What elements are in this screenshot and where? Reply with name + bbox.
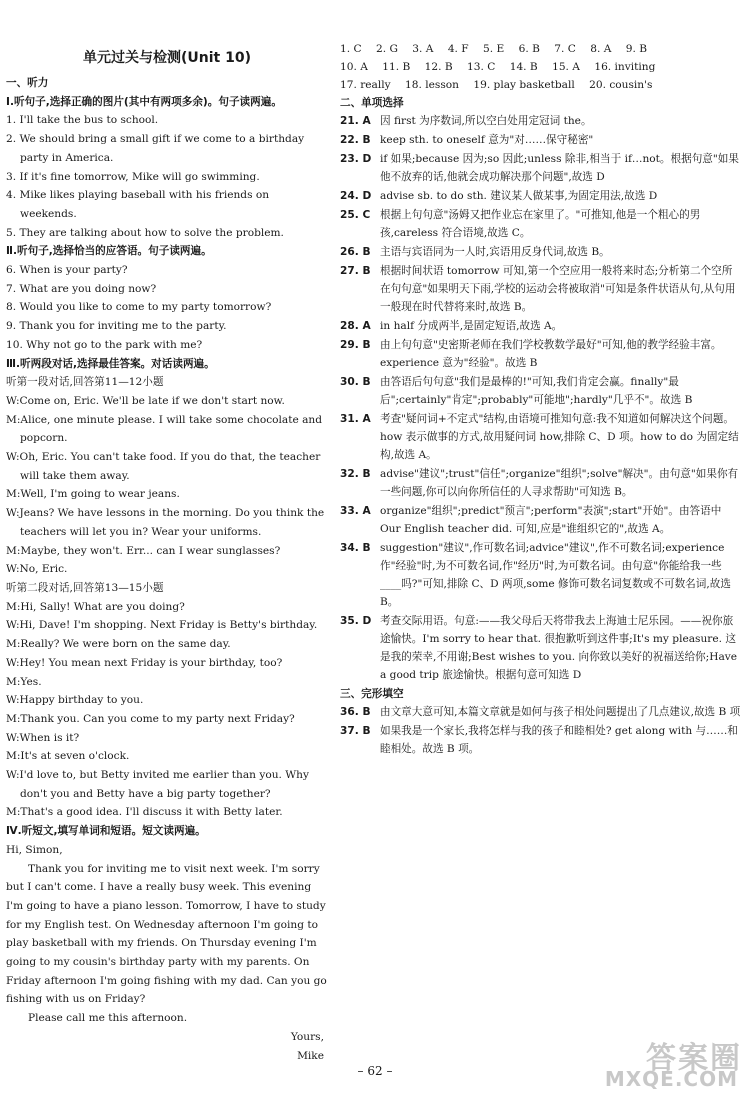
answer-number: 22. B (340, 134, 371, 146)
answer-item (340, 336, 742, 372)
answer-number: 35. D (340, 615, 372, 627)
answer-explanation: 由上句句意"史密斯老师在我们学校教数学最好"可知,他的教学经验丰富。experience 意为"经验"。故选 B (380, 339, 722, 369)
answer-9: 9. B (625, 43, 647, 55)
dialogue-2-line: M:Yes. (6, 675, 42, 688)
answer-20: 20. cousin's (589, 79, 653, 91)
answer-number: 32. B (340, 468, 371, 480)
answer-6: 6. B (518, 43, 540, 55)
sentence-1: 1. I'll take the bus to school. (6, 114, 159, 127)
page-number: – 62 – (357, 1064, 393, 1078)
answer-number: 25. C (340, 209, 371, 221)
answer-12: 12. B (424, 61, 453, 73)
answer-14: 14. B (509, 61, 538, 73)
answer-explanation: 考查"疑问词+不定式"结构,由语境可推知句意:我不知道如何解决这个问题。how 表示做事的方式,故用疑问词 how,排除 C、D 项。how to do 为固定结构,故选 A。 (380, 413, 739, 461)
right-column (340, 40, 742, 759)
answer-5: 5. E (483, 43, 505, 55)
answer-3: 3. A (412, 43, 434, 55)
answer-item (340, 206, 742, 242)
answer-explanation: suggestion"建议",作可数名词;advice"建议",作不可数名词;experience 作"经验"时,为不可数名词,作"经历"时,为可数名词。由句意"你能给我一些____吗?"可知,排除 C、D 两项,some 修饰可数名词复数或不可数名词,故选 B。 (380, 542, 731, 608)
dialogue-1-heading: 听第一段对话,回答第11—12小题 (6, 376, 164, 389)
answer-explanation: if 如果;because 因为;so 因此;unless 除非,相当于 if…not。根据句意"如果他不放弃的话,他就会成功解决那个问题",故选 D (380, 153, 739, 183)
answer-number: 34. B (340, 542, 371, 554)
answer-number: 29. B (340, 339, 371, 351)
sentence-4: 4. Mike likes playing baseball with his friends on weekends. (6, 189, 270, 220)
answer-4: 4. F (447, 43, 469, 55)
dialogue-2-line: W:I'd love to, but Betty invited me earlier than you. Why don't you and Betty have a big party together? (6, 769, 309, 800)
answer-item (340, 262, 742, 316)
letter-body: Thank you for inviting me to visit next week. I'm sorry but I can't come. I have a really busy week. This evening I'm going to have a piano lesson. Tomorrow, I have to study for my English test. On Wednesday afternoon I'm going to play basketball with my friends. On Thursday evening I'm going to my cousin's birthday party with my parents. On Friday afternoon I'm going fishing with my dad. Can you go fishing with us on Friday? (6, 862, 327, 1006)
answer-explanation: 由答语后句句意"我们是最棒的!"可知,我们肯定会赢。finally"最后";certainly"肯定";probably"可能地";hardly"几乎不"。故选 B (380, 376, 693, 406)
section-single-choice: 二、单项选择 (340, 97, 404, 109)
answer-explanation: advise"建议";trust"信任";organize"组织";solve"解决"。由句意"如果你有一些问题,你可以向你所信任的人寻求帮助"可知选 B。 (380, 468, 739, 498)
answer-explanation: organize"组织";predict"预言";perform"表演";start"开始"。由答语中 Our English teacher did. 可知,应是"谁组织它的",故选 A。 (380, 505, 722, 535)
part-4-instruction: Ⅳ.听短文,填写单词和短语。短文读两遍。 (6, 825, 206, 838)
sentence-10: 10. Why not go to the park with me? (6, 338, 203, 351)
answer-7: 7. C (554, 43, 576, 55)
answer-15: 15. A (552, 61, 580, 73)
dialogue-2-line: M:Really? We were born on the same day. (6, 638, 231, 651)
sentence-7: 7. What are you doing now? (6, 282, 157, 295)
answer-item (340, 410, 742, 464)
answer-item (340, 502, 742, 538)
answer-number: 27. B (340, 265, 371, 277)
answer-item (340, 317, 742, 335)
dialogue-2-heading: 听第二段对话,回答第13—15小题 (6, 581, 164, 594)
answer-row-2 (340, 58, 742, 76)
dialogue-2-line: M:Thank you. Can you come to my party next Friday? (6, 712, 295, 725)
dialogue-1-line: M:Well, I'm going to wear jeans. (6, 488, 180, 501)
answer-item (340, 539, 742, 611)
dialogue-2-line: M:It's at seven o'clock. (6, 750, 130, 763)
dialogue-2-line: M:Hi, Sally! What are you doing? (6, 600, 185, 613)
dialogue-2-line: W:Happy birthday to you. (6, 694, 144, 707)
part-1-instruction: Ⅰ.听句子,选择正确的图片(其中有两项多余)。句子读两遍。 (6, 95, 282, 108)
answer-1: 1. C (340, 43, 362, 55)
answer-number: 33. A (340, 505, 371, 517)
answer-number: 31. A (340, 413, 371, 425)
watermark-bottom: MXQE.COM (604, 1067, 738, 1091)
answer-item (340, 187, 742, 205)
letter-sign-yours: Yours, (290, 1030, 324, 1043)
dialogue-1-line: W:Come on, Eric. We'll be late if we don't start now. (6, 394, 285, 407)
answer-17: 17. really (340, 79, 391, 91)
answer-explanation: 考查交际用语。句意:——我父母后天将带我去上海迪士尼乐园。——祝你旅途愉快。I'm sorry to hear that. 很抱歉听到这件事;It's my pleasure. 这是我的荣幸,不用谢;Best wishes to you. 向你致以美好的祝福送给你;Have a good trip 旅途愉快。根据句意可知选 D (380, 615, 738, 681)
section-cloze: 三、完形填空 (340, 688, 404, 700)
left-column (6, 40, 328, 1065)
part-3-instruction: Ⅲ.听两段对话,选择最佳答案。对话读两遍。 (6, 357, 215, 370)
sentence-6: 6. When is your party? (6, 264, 128, 277)
sentence-8: 8. Would you like to come to my party tomorrow? (6, 301, 272, 314)
answer-item (340, 722, 742, 758)
answer-explanation: 根据时间状语 tomorrow 可知,第一个空应用一般将来时态;分析第二个空所在句句意"如果明天下雨,学校的运动会将被取消"可知是条件状语从句,从句用一般现在时代替将来时,故选 B。 (380, 265, 736, 313)
part-2-instruction: Ⅱ.听句子,选择恰当的应答语。句子读两遍。 (6, 245, 212, 258)
answer-explanation: 主语与宾语同为一人时,宾语用反身代词,故选 B。 (380, 246, 610, 258)
sentence-9: 9. Thank you for inviting me to the party. (6, 320, 227, 333)
answer-number: 21. A (340, 115, 371, 127)
answer-8: 8. A (590, 43, 612, 55)
answer-explanation: keep sth. to oneself 意为"对……保守秘密" (380, 134, 594, 146)
answer-explanation: in half 分成两半,是固定短语,故选 A。 (380, 320, 563, 332)
answer-2: 2. G (375, 43, 398, 55)
letter-greeting: Hi, Simon, (6, 843, 63, 856)
letter-sign-name: Mike (297, 1049, 324, 1062)
answer-item (340, 112, 742, 130)
sentence-5: 5. They are talking about how to solve the problem. (6, 226, 284, 239)
answer-item (340, 243, 742, 261)
dialogue-1-line: W:No, Eric. (6, 563, 68, 576)
letter-closing: Please call me this afternoon. (28, 1012, 188, 1025)
answer-explanation: advise sb. to do sth. 建议某人做某事,为固定用法,故选 D (380, 190, 658, 202)
dialogue-2-line: W:Hey! You mean next Friday is your birthday, too? (6, 656, 283, 669)
answer-number: 30. B (340, 376, 371, 388)
sentence-3: 3. If it's fine tomorrow, Mike will go swimming. (6, 170, 260, 183)
answer-number: 28. A (340, 320, 371, 332)
watermark-logo (592, 1033, 742, 1093)
answer-explanation: 根据上句句意"汤姆又把作业忘在家里了。"可推知,他是一个粗心的男孩,careless 符合语境,故选 C。 (380, 209, 701, 239)
cloze-list (340, 703, 742, 758)
answer-number: 26. B (340, 246, 371, 258)
answer-16: 16. inviting (594, 61, 656, 73)
answer-item (340, 465, 742, 501)
dialogue-2-line: M:That's a good idea. I'll discuss it with Betty later. (6, 806, 283, 819)
answer-number: 23. D (340, 153, 372, 165)
answer-item (340, 373, 742, 409)
answer-number: 37. B (340, 725, 371, 737)
answer-row-1 (340, 40, 742, 58)
single-choice-list (340, 112, 742, 684)
unit-title: 单元过关与检测(Unit 10) (83, 50, 251, 66)
watermark-top: 答案圈 (646, 1041, 742, 1076)
answer-19: 19. play basketball (473, 79, 575, 91)
answer-10: 10. A (340, 61, 368, 73)
answer-item (340, 703, 742, 721)
answer-number: 36. B (340, 706, 371, 718)
dialogue-2-line: W:When is it? (6, 731, 80, 744)
answer-item (340, 150, 742, 186)
answer-item (340, 131, 742, 149)
sentence-2: 2. We should bring a small gift if we come to a birthday party in America. (6, 133, 305, 164)
dialogue-1-line: W:Jeans? We have lessons in the morning. Do you think the teachers will let you in? Wear your uniforms. (6, 507, 325, 538)
answer-row-3 (340, 76, 742, 94)
dialogue-2-line: W:Hi, Dave! I'm shopping. Next Friday is Betty's birthday. (6, 619, 318, 632)
dialogue-1-line: W:Oh, Eric. You can't take food. If you do that, the teacher will take them away. (6, 451, 321, 482)
answer-number: 24. D (340, 190, 372, 202)
answer-18: 18. lesson (405, 79, 459, 91)
answer-11: 11. B (382, 61, 411, 73)
dialogue-1-line: M:Alice, one minute please. I will take some chocolate and popcorn. (6, 413, 323, 445)
section-listening: 一、听力 (6, 77, 49, 89)
dialogue-1-line: M:Maybe, they won't. Err... can I wear sunglasses? (6, 544, 281, 557)
answer-13: 13. C (467, 61, 496, 73)
answer-item (340, 612, 742, 684)
answer-explanation: 因 first 为序数词,所以空白处用定冠词 the。 (380, 115, 592, 127)
answer-explanation: 如果我是一个家长,我将怎样与我的孩子和睦相处? get along with 与……和睦相处。故选 B 项。 (380, 725, 738, 755)
answer-explanation: 由文章大意可知,本篇文章就是如何与孩子相处问题提出了几点建议,故选 B 项 (380, 706, 741, 718)
